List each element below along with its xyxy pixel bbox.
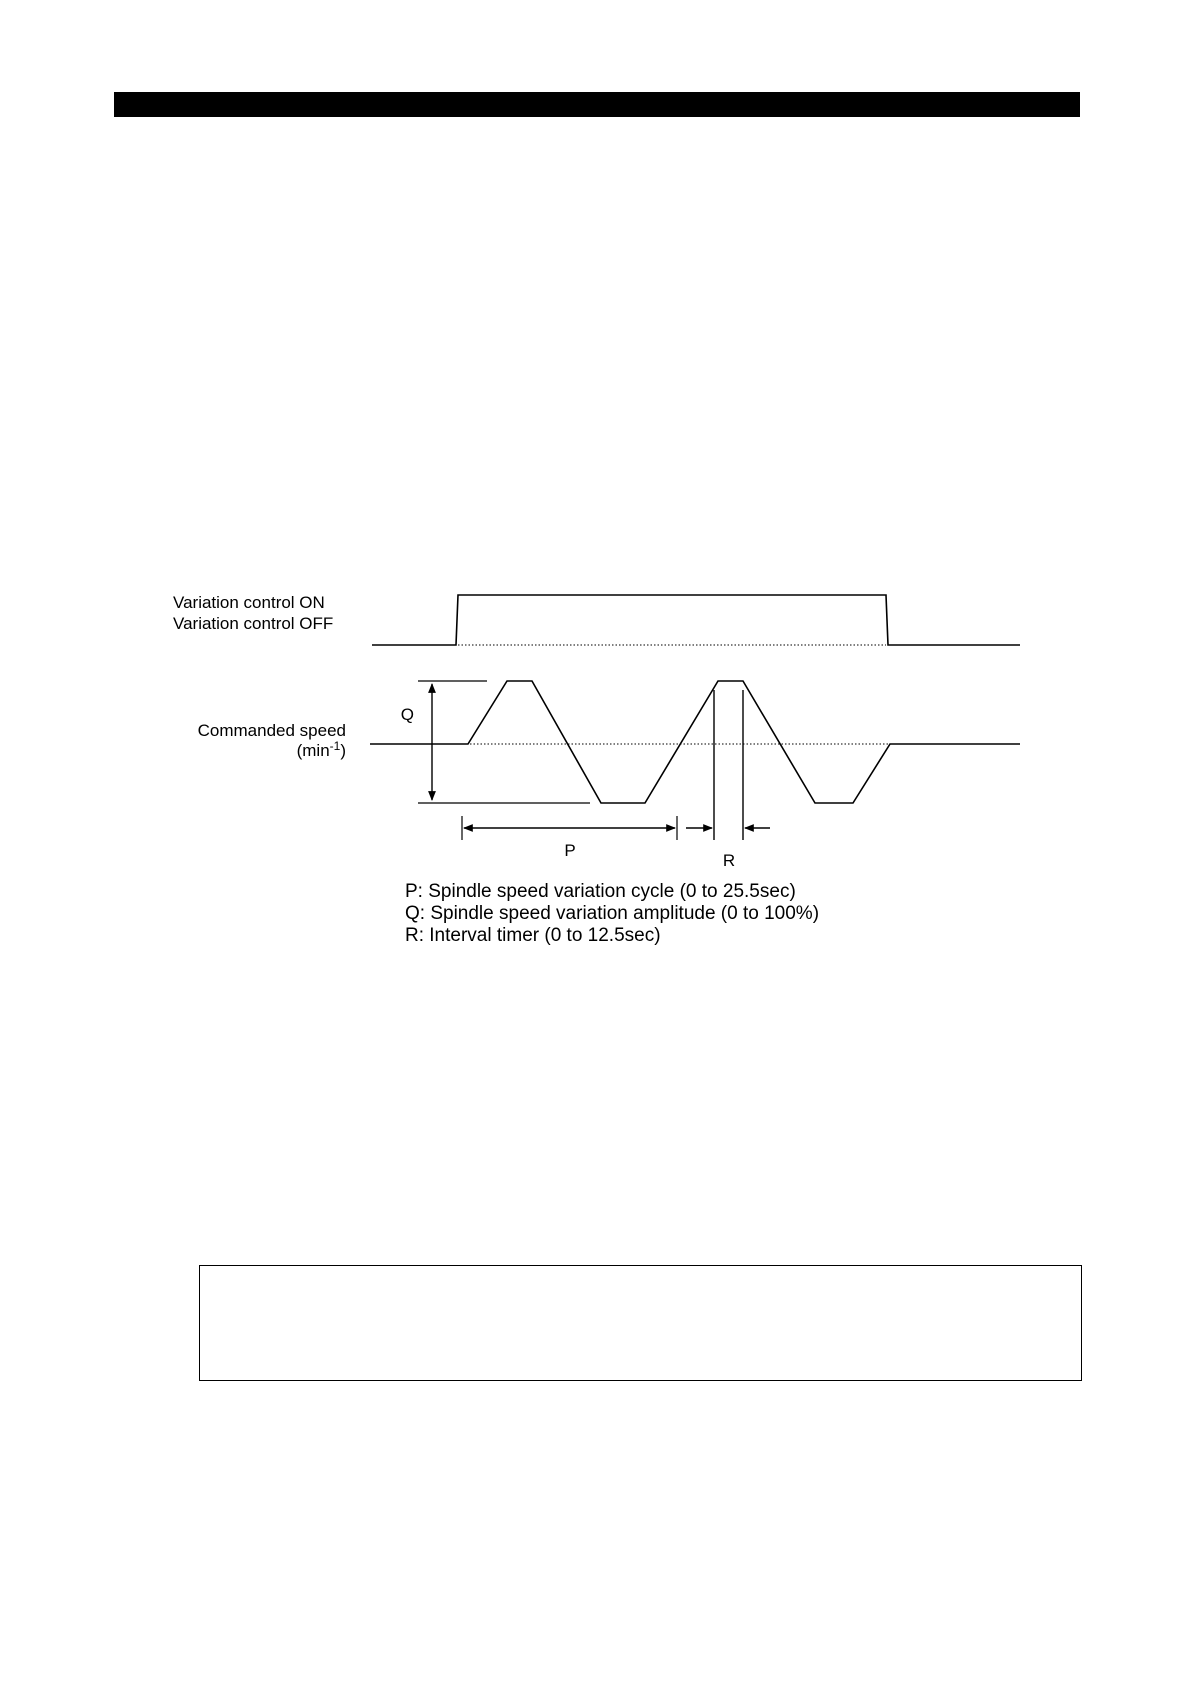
variation-control-on-label: Variation control ON xyxy=(173,593,325,612)
variation-control-off-label: Variation control OFF xyxy=(173,614,334,633)
unit-suffix: ) xyxy=(340,741,346,760)
r-marker-label: R xyxy=(722,851,736,870)
legend-item-q: Q: Spindle speed variation amplitude (0 to 100%) xyxy=(405,903,820,924)
legend-item-p: P: Spindle speed variation cycle (0 to 25.5sec) xyxy=(405,881,796,902)
unit-prefix: (min xyxy=(296,741,330,760)
speed-unit-label xyxy=(297,739,346,760)
note-box xyxy=(199,1265,1082,1381)
legend-item-r: R: Interval timer (0 to 12.5sec) xyxy=(405,925,661,946)
control-signal-waveform xyxy=(372,595,1020,645)
q-marker-label: Q xyxy=(400,705,414,724)
commanded-speed-label: Commanded speed xyxy=(197,721,346,740)
p-marker-label: P xyxy=(564,841,576,860)
unit-exponent: -1 xyxy=(329,739,341,753)
speed-waveform xyxy=(370,681,1020,803)
